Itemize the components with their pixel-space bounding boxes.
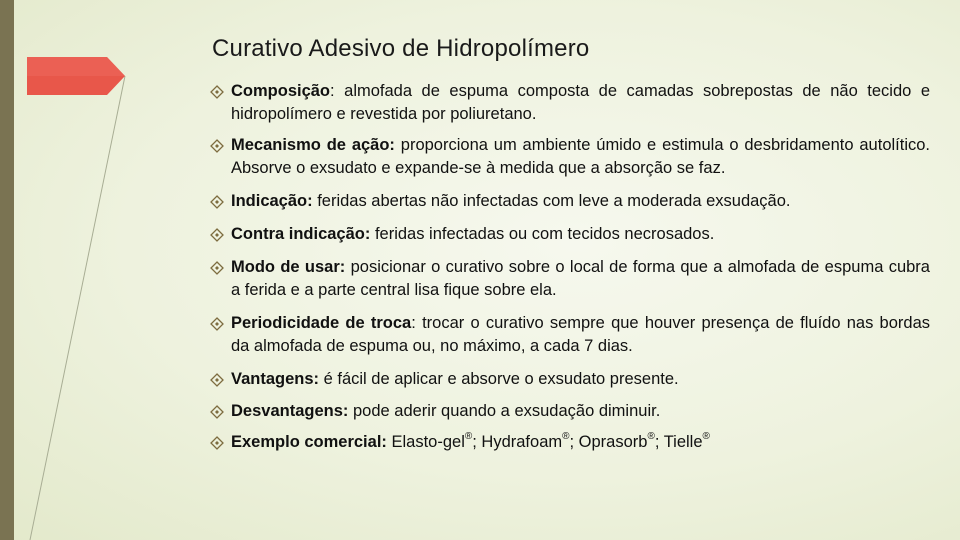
bullet-text: trocar o curativo sempre que houver presença de fluído nas bordas da almofada de espuma ou, no máximo, a cada 7 dias.: [231, 314, 931, 355]
bullet-term: Vantagens:: [231, 370, 320, 388]
bullet-text: feridas abertas não infectadas com leve a moderada exsudação.: [317, 192, 791, 210]
slide-title: Curativo Adesivo de Hidropolímero: [212, 35, 590, 62]
bullet-text: feridas infectadas ou com tecidos necrosados.: [374, 225, 715, 243]
list-item: [210, 256, 930, 302]
diamond-bullet-icon: [210, 405, 224, 419]
diamond-bullet-icon: [210, 373, 224, 387]
list-item: [210, 190, 930, 213]
list-item: [210, 368, 930, 391]
bullet-term: Modo de usar:: [231, 258, 346, 276]
bullet-text: proporciona um ambiente úmido e estimula o desbridamento autolítico. Absorve o exsudato e expande-se à medida que a absorção se faz.: [231, 136, 931, 177]
bullet-term: Composição: [231, 82, 331, 100]
bullet-text: almofada de espuma composta de camadas sobrepostas de não tecido e hidropolímero e revestida por poliuretano.: [231, 82, 931, 123]
list-item: Composição: almofada de espuma composta de camadas sobrepostas de não tecido e hidropolímero e revestida por poliuretano.: [210, 80, 930, 126]
list-item-example: Exemplo comercial: Elasto-gel®; Hydrafoam®; Oprasorb®; Tielle®: [210, 431, 930, 454]
list-item: [210, 400, 930, 423]
registered-mark: ®: [702, 430, 710, 442]
diamond-bullet-icon: [210, 195, 224, 209]
list-item: [210, 223, 930, 246]
list-item: [210, 134, 930, 180]
registered-mark: ®: [647, 430, 655, 442]
bullet-term: Exemplo comercial:: [231, 433, 387, 451]
bullet-text: posicionar o curativo sobre o local de forma que a almofada de espuma cubra a ferida e a parte central lisa fique sobre ela.: [231, 258, 930, 299]
bullet-text: pode aderir quando a exsudação diminuir.: [352, 402, 661, 420]
registered-mark: ®: [464, 430, 473, 442]
bullet-term: Indicação:: [231, 192, 313, 210]
product-name: Oprasorb: [578, 433, 648, 451]
product-name: Hydrafoam: [481, 433, 563, 451]
product-name: Elasto-gel: [391, 433, 465, 451]
diamond-bullet-icon: [210, 317, 224, 331]
diamond-bullet-icon: [210, 139, 224, 153]
diamond-bullet-icon: [210, 228, 224, 242]
diamond-bullet-icon: [210, 261, 224, 275]
bullet-term: Mecanismo de ação:: [231, 136, 395, 154]
bullet-term: Desvantagens:: [231, 402, 349, 420]
diamond-bullet-icon: [210, 436, 224, 450]
bullet-term: Contra indicação:: [231, 225, 371, 243]
red-arrow-tab-icon: [27, 57, 125, 95]
bullet-term: Periodicidade de troca: [231, 314, 412, 332]
product-name: Tielle: [663, 433, 703, 451]
diamond-bullet-icon: [210, 85, 224, 99]
bullet-text: é fácil de aplicar e absorve o exsudato presente.: [323, 370, 679, 388]
list-item: Periodicidade de troca: trocar o curativo sempre que houver presença de fluído nas bordas da almofada de espuma ou, no máximo, a cada 7 dias.: [210, 312, 930, 358]
registered-mark: ®: [562, 430, 570, 442]
